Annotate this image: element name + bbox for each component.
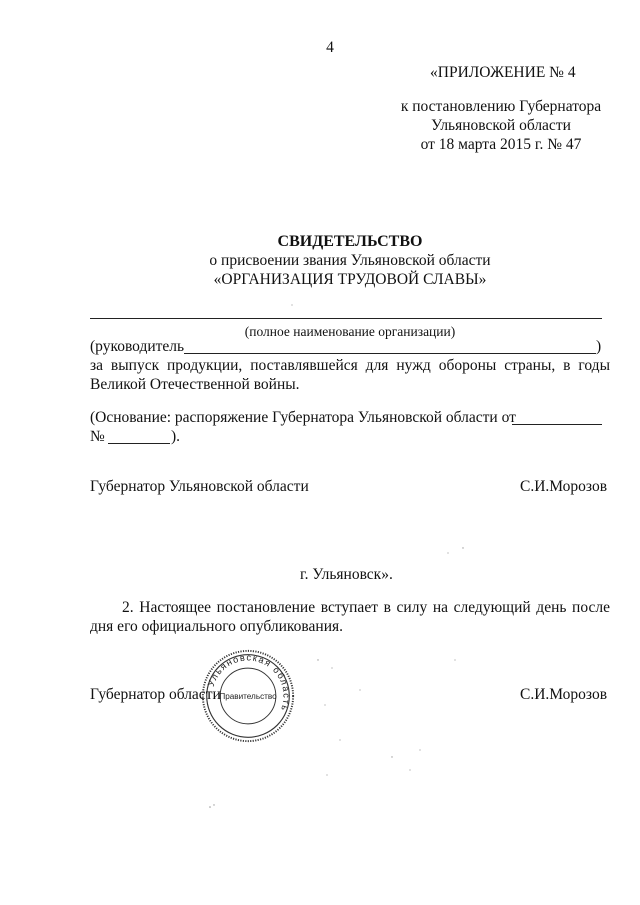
basis-number-blank — [108, 443, 170, 444]
org-name-blank — [90, 318, 602, 319]
signature-1-title: Губернатор Ульяновской области — [90, 478, 309, 495]
basis-end: ). — [171, 428, 181, 445]
org-name-caption: (полное наименование организации) — [244, 324, 456, 339]
signature-2-title: Губернатор области — [90, 686, 221, 703]
head-suffix: ) — [596, 338, 602, 355]
annex-ref-line-2: Ульяновской области — [431, 117, 571, 134]
annex-ref-line-1: к постановлению Губернатора — [400, 98, 602, 115]
annex-reference — [395, 97, 607, 154]
annex-label: «ПРИЛОЖЕНИЕ № 4 — [430, 64, 576, 81]
seal-center-text: Правительство — [219, 691, 277, 701]
basis-date-blank — [512, 424, 602, 425]
certificate-title: СВИДЕТЕЛЬСТВО — [277, 233, 423, 250]
signature-2-name: С.И.Морозов — [520, 686, 608, 703]
clause-2: 2. Настоящее постановление вступает в силу на следующий день после дня его официального опубликования. — [90, 599, 610, 635]
certificate-body-text: за выпуск продукции, поставлявшейся для нужд обороны страны, в годы Великой Отечественной войны. — [90, 357, 610, 393]
page-number: 4 — [326, 39, 334, 56]
city-line: г. Ульяновск». — [300, 566, 393, 583]
certificate-title-block — [90, 232, 610, 289]
certificate-honor: «ОРГАНИЗАЦИЯ ТРУДОВОЙ СЛАВЫ» — [213, 271, 487, 288]
annex-ref-line-3: от 18 марта 2015 г. № 47 — [420, 136, 582, 153]
certificate-subtitle: о присвоении звания Ульяновской области — [209, 252, 491, 269]
signature-1-name: С.И.Морозов — [520, 478, 608, 495]
head-blank — [184, 353, 596, 354]
head-prefix: (руководитель — [90, 338, 185, 355]
basis-number-label: № — [90, 428, 105, 445]
seal-ring-text: Ульяновская область — [205, 652, 292, 714]
basis-text: (Основание: распоряжение Губернатора Ульяновской области от — [90, 409, 516, 426]
